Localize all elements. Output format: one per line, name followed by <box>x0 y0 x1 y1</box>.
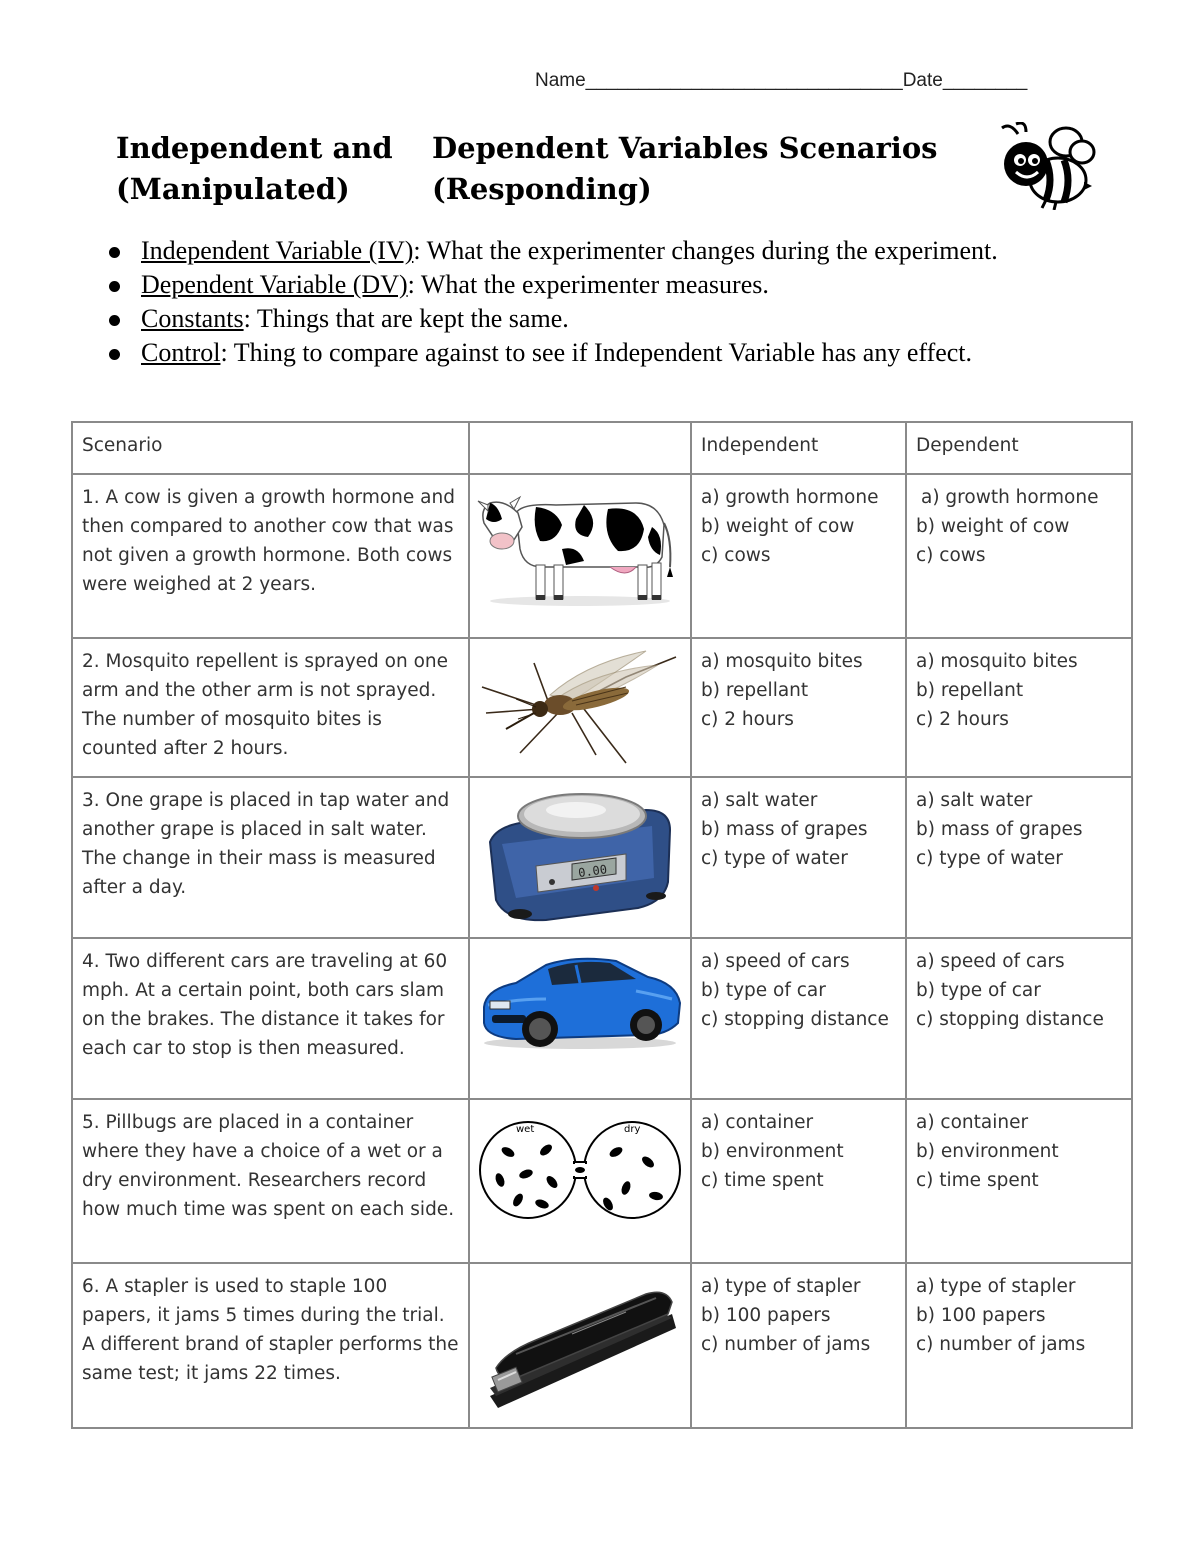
option-a: a) salt water <box>701 790 818 811</box>
term-independent: Independent Variable (IV) <box>141 236 414 265</box>
independent-options <box>691 777 906 938</box>
independent-options <box>691 1099 906 1263</box>
option-c: c) cows <box>701 545 771 566</box>
option-a: a) salt water <box>916 790 1033 811</box>
scale-icon <box>476 782 684 930</box>
option-a: a) type of stapler <box>701 1276 861 1297</box>
table-row <box>72 638 1132 777</box>
definition-text: : What the experimenter changes during the experiment. <box>413 236 998 265</box>
option-c: c) stopping distance <box>701 1009 889 1030</box>
definition-independent <box>106 234 998 268</box>
title-dependent: Dependent Variables Scenarios <box>432 131 938 165</box>
option-c: c) cows <box>916 545 986 566</box>
option-c: c) stopping distance <box>916 1009 1104 1030</box>
pillbug-chamber-icon <box>476 1104 684 1244</box>
definition-text: : What the experimenter measures. <box>407 270 769 299</box>
option-c: c) type of water <box>701 848 848 869</box>
definition-dependent <box>106 268 998 302</box>
option-c: c) type of water <box>916 848 1063 869</box>
label-wet: wet <box>516 1124 535 1135</box>
table-row <box>72 1099 1132 1263</box>
option-b: b) repellant <box>916 680 1024 701</box>
dependent-options <box>906 638 1132 777</box>
option-b: b) 100 papers <box>916 1305 1046 1326</box>
definition-control <box>106 336 998 370</box>
header-scenario: Scenario <box>72 422 469 474</box>
scenario-text: 3. One grape is placed in tap water and another grape is placed in salt water. The change in their mass is measured after a day. <box>72 777 469 938</box>
option-a: a) container <box>701 1112 814 1133</box>
image-cell <box>469 474 691 638</box>
stapler-icon <box>476 1268 684 1412</box>
option-a: a) growth hormone <box>701 487 879 508</box>
header-independent: Independent <box>691 422 906 474</box>
option-b: b) repellant <box>701 680 809 701</box>
term-dependent: Dependent Variable (DV) <box>141 270 408 299</box>
scenario-text: 6. A stapler is used to staple 100 papers, it jams 5 times during the trial. A different brand of stapler performs the same test; it jams 22 times. <box>72 1263 469 1428</box>
name-date-line[interactable]: Name______________________________Date________ <box>535 70 1028 91</box>
definition-text: : Thing to compare against to see if Independent Variable has any effect. <box>220 338 973 367</box>
image-cell <box>469 777 691 938</box>
cow-icon <box>476 479 684 609</box>
mosquito-icon <box>476 643 684 769</box>
scenario-text: 2. Mosquito repellent is sprayed on one arm and the other arm is not sprayed. The number of mosquito bites is counted after 2 hours. <box>72 638 469 777</box>
option-b: b) mass of grapes <box>701 819 868 840</box>
option-c: c) number of jams <box>701 1334 871 1355</box>
option-a: a) type of stapler <box>916 1276 1076 1297</box>
image-cell <box>469 1263 691 1428</box>
car-icon <box>476 943 684 1053</box>
scale-display-text: 0.00 <box>577 862 608 881</box>
option-b: b) mass of grapes <box>916 819 1083 840</box>
option-a: a) speed of cars <box>701 951 850 972</box>
option-c: c) time spent <box>916 1170 1039 1191</box>
option-c: c) time spent <box>701 1170 824 1191</box>
header-image <box>469 422 691 474</box>
option-b: b) type of car <box>701 980 826 1001</box>
dependent-options <box>906 938 1132 1099</box>
option-a: a) container <box>916 1112 1029 1133</box>
option-c: c) 2 hours <box>916 709 1009 730</box>
dependent-options <box>906 1263 1132 1428</box>
option-c: c) 2 hours <box>701 709 794 730</box>
definition-text: : Things that are kept the same. <box>243 304 569 333</box>
option-b: b) environment <box>701 1141 844 1162</box>
scenario-text: 1. A cow is given a growth hormone and then compared to another cow that was not given a growth hormone. Both cows were weighed at 2 years. <box>72 474 469 638</box>
option-b: b) weight of cow <box>916 516 1070 537</box>
option-b: b) weight of cow <box>701 516 855 537</box>
dependent-options <box>906 777 1132 938</box>
option-b: b) type of car <box>916 980 1041 1001</box>
title-responding: (Responding) <box>432 172 652 206</box>
option-a: a) growth hormone <box>921 487 1099 508</box>
image-cell <box>469 938 691 1099</box>
independent-options <box>691 1263 906 1428</box>
term-control: Control <box>141 338 221 367</box>
definitions-list <box>106 234 998 370</box>
dependent-options <box>906 474 1132 638</box>
image-cell <box>469 638 691 777</box>
scenario-text: 4. Two different cars are traveling at 60 mph. At a certain point, both cars slam on the brakes. The distance it takes for each car to stop is then measured. <box>72 938 469 1099</box>
definition-constants <box>106 302 998 336</box>
dependent-options <box>906 1099 1132 1263</box>
scenario-text: 5. Pillbugs are placed in a container where they have a choice of a wet or a dry environment. Researchers record how much time was spent on each side. <box>72 1099 469 1263</box>
image-cell <box>469 1099 691 1263</box>
table-row <box>72 1263 1132 1428</box>
title-manipulated: (Manipulated) <box>116 172 350 206</box>
option-a: a) mosquito bites <box>916 651 1078 672</box>
label-dry: dry <box>624 1124 641 1135</box>
option-b: b) 100 papers <box>701 1305 831 1326</box>
option-a: a) speed of cars <box>916 951 1065 972</box>
option-c: c) number of jams <box>916 1334 1086 1355</box>
option-b: b) environment <box>916 1141 1059 1162</box>
scenarios-table <box>71 421 1133 1429</box>
page-title <box>116 128 938 210</box>
independent-options <box>691 938 906 1099</box>
independent-options <box>691 474 906 638</box>
bee-icon <box>996 122 1096 210</box>
table-row <box>72 938 1132 1099</box>
independent-options <box>691 638 906 777</box>
term-constants: Constants <box>141 304 244 333</box>
header-dependent: Dependent <box>906 422 1132 474</box>
option-a: a) mosquito bites <box>701 651 863 672</box>
title-independent: Independent and <box>116 131 393 165</box>
table-row <box>72 777 1132 938</box>
table-row <box>72 474 1132 638</box>
table-header-row <box>72 422 1132 474</box>
